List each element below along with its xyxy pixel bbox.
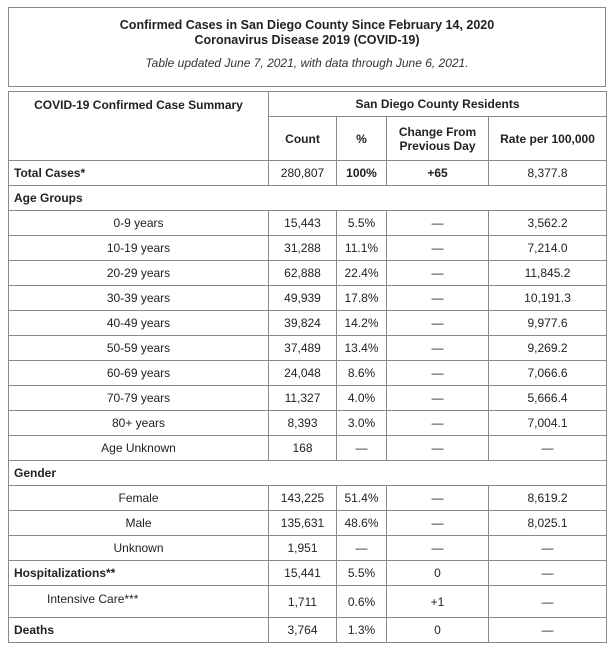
- pct-cell: 13.4%: [337, 336, 387, 361]
- table-row: [9, 536, 607, 561]
- row-label: 10-19 years: [9, 236, 269, 261]
- rate-cell: 8,025.1: [489, 511, 607, 536]
- change-cell: —: [387, 286, 489, 311]
- pct-cell: 3.0%: [337, 411, 387, 436]
- pct-cell: 17.8%: [337, 286, 387, 311]
- residents-header: San Diego County Residents: [269, 92, 607, 117]
- total-row: [9, 161, 607, 186]
- table-row: [9, 311, 607, 336]
- table-row: [9, 386, 607, 411]
- change-header: Change From Previous Day: [387, 117, 489, 161]
- percent-header: %: [337, 117, 387, 161]
- table-row: [9, 511, 607, 536]
- change-cell: —: [387, 336, 489, 361]
- row-label: Total Cases*: [9, 161, 269, 186]
- row-label: 50-59 years: [9, 336, 269, 361]
- header-row-1: [9, 92, 607, 117]
- table-row: [9, 486, 607, 511]
- table-row: [9, 211, 607, 236]
- rate-cell: 7,214.0: [489, 236, 607, 261]
- pct-cell: 51.4%: [337, 486, 387, 511]
- change-cell: —: [387, 311, 489, 336]
- rate-cell: 9,977.6: [489, 311, 607, 336]
- count-cell: 39,824: [269, 311, 337, 336]
- rate-cell: —: [489, 436, 607, 461]
- count-cell: 143,225: [269, 486, 337, 511]
- updated-note: Table updated June 7, 2021, with data through June 6, 2021.: [145, 56, 469, 70]
- change-cell: —: [387, 411, 489, 436]
- change-cell: 0: [387, 618, 489, 643]
- count-cell: 3,764: [269, 618, 337, 643]
- row-label: Male: [9, 511, 269, 536]
- count-cell: 24,048: [269, 361, 337, 386]
- pct-cell: 0.6%: [337, 586, 387, 618]
- rate-cell: —: [489, 536, 607, 561]
- rate-cell: 8,377.8: [489, 161, 607, 186]
- pct-cell: 100%: [337, 161, 387, 186]
- covid-summary: [8, 7, 606, 643]
- change-cell: 0: [387, 561, 489, 586]
- table-row: [9, 436, 607, 461]
- count-cell: 31,288: [269, 236, 337, 261]
- change-cell: —: [387, 386, 489, 411]
- change-cell: +1: [387, 586, 489, 618]
- row-label: Female: [9, 486, 269, 511]
- pct-cell: 8.6%: [337, 361, 387, 386]
- table-title-box: [8, 7, 606, 87]
- rate-cell: —: [489, 618, 607, 643]
- title-line-2: Coronavirus Disease 2019 (COVID-19): [194, 33, 420, 47]
- row-label: 80+ years: [9, 411, 269, 436]
- rate-cell: 9,269.2: [489, 336, 607, 361]
- row-label: 60-69 years: [9, 361, 269, 386]
- table-row: [9, 411, 607, 436]
- count-cell: 11,327: [269, 386, 337, 411]
- pct-cell: 4.0%: [337, 386, 387, 411]
- count-cell: 37,489: [269, 336, 337, 361]
- section-label: Age Groups: [9, 186, 607, 211]
- row-label: 30-39 years: [9, 286, 269, 311]
- row-label: Intensive Care***: [9, 586, 269, 618]
- change-cell: —: [387, 261, 489, 286]
- rate-cell: 11,845.2: [489, 261, 607, 286]
- pct-cell: 11.1%: [337, 236, 387, 261]
- pct-cell: 1.3%: [337, 618, 387, 643]
- count-cell: 15,443: [269, 211, 337, 236]
- rate-cell: —: [489, 561, 607, 586]
- count-cell: 8,393: [269, 411, 337, 436]
- rate-cell: 8,619.2: [489, 486, 607, 511]
- change-cell: —: [387, 211, 489, 236]
- count-cell: 280,807: [269, 161, 337, 186]
- row-label: 70-79 years: [9, 386, 269, 411]
- table-row: [9, 286, 607, 311]
- row-label: 0-9 years: [9, 211, 269, 236]
- rate-cell: 7,066.6: [489, 361, 607, 386]
- section-row-age: [9, 186, 607, 211]
- count-header: Count: [269, 117, 337, 161]
- pct-cell: —: [337, 536, 387, 561]
- rate-cell: 7,004.1: [489, 411, 607, 436]
- change-cell: —: [387, 361, 489, 386]
- row-label: Hospitalizations**: [9, 561, 269, 586]
- pct-cell: 14.2%: [337, 311, 387, 336]
- pct-cell: 5.5%: [337, 561, 387, 586]
- rate-cell: 5,666.4: [489, 386, 607, 411]
- pct-cell: 48.6%: [337, 511, 387, 536]
- rate-cell: —: [489, 586, 607, 618]
- title-line-1: Confirmed Cases in San Diego County Since February 14, 2020: [119, 18, 495, 32]
- table-row: [9, 336, 607, 361]
- row-label: Age Unknown: [9, 436, 269, 461]
- count-cell: 168: [269, 436, 337, 461]
- rate-cell: 10,191.3: [489, 286, 607, 311]
- row-label: Unknown: [9, 536, 269, 561]
- pct-cell: —: [337, 436, 387, 461]
- hospitalizations-row: [9, 561, 607, 586]
- row-label: Deaths: [9, 618, 269, 643]
- summary-header: COVID-19 Confirmed Case Summary: [9, 92, 269, 161]
- count-cell: 49,939: [269, 286, 337, 311]
- count-cell: 15,441: [269, 561, 337, 586]
- table-row: [9, 361, 607, 386]
- intensive-care-row: [9, 586, 607, 618]
- rate-cell: 3,562.2: [489, 211, 607, 236]
- change-cell: +65: [387, 161, 489, 186]
- table-row: [9, 236, 607, 261]
- count-cell: 1,951: [269, 536, 337, 561]
- pct-cell: 22.4%: [337, 261, 387, 286]
- change-cell: —: [387, 236, 489, 261]
- rate-header: Rate per 100,000: [489, 117, 607, 161]
- row-label: 40-49 years: [9, 311, 269, 336]
- change-cell: —: [387, 536, 489, 561]
- row-label: 20-29 years: [9, 261, 269, 286]
- count-cell: 135,631: [269, 511, 337, 536]
- count-cell: 62,888: [269, 261, 337, 286]
- section-row-gender: [9, 461, 607, 486]
- table-row: [9, 261, 607, 286]
- count-cell: 1,711: [269, 586, 337, 618]
- change-cell: —: [387, 436, 489, 461]
- section-label: Gender: [9, 461, 607, 486]
- deaths-row: [9, 618, 607, 643]
- pct-cell: 5.5%: [337, 211, 387, 236]
- case-summary-table: [8, 91, 607, 643]
- change-cell: —: [387, 511, 489, 536]
- change-cell: —: [387, 486, 489, 511]
